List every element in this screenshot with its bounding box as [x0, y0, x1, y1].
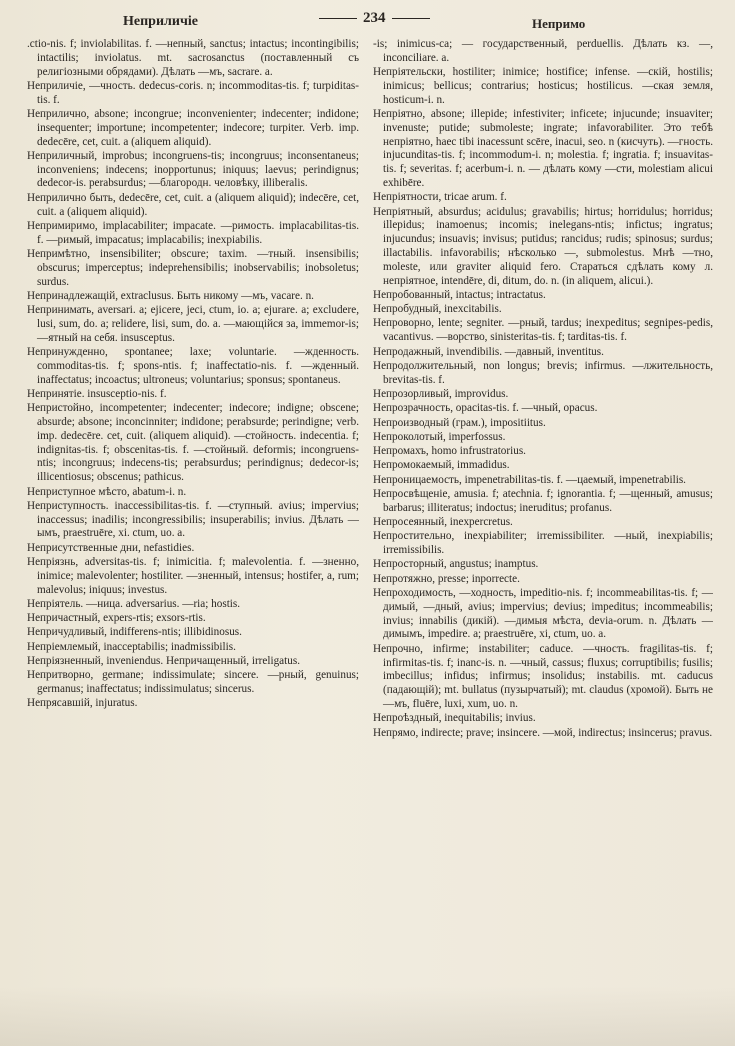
dictionary-entry: Непріятности, tricae arum. f. — [373, 191, 507, 204]
dictionary-entry: Неприсутственные дни, nefastidies. — [27, 541, 195, 554]
dictionary-entry: Непріятно, absone; illepide; infestiviter; inficete; injucunde; insuaviter; invenuste; putide; submoleste; ingrate; infavorabiliter. Это тебѣ непріятно, haec tibi inacessunt scēre, inacui, seo. n (кисчуть). —гность. injucunditas-tis. f; incommodum-i. n; molestia. f; ingratia. f; insuavitas-tis. f; severitas. f; acerbum-i. n. — дѣлать кому —сти, molestiam alicui exhibēre. — [373, 107, 713, 189]
dictionary-entry: Неприступность. inaccessibilitas-tis. f. —ступный. avius; impervius; inaccessus; inadilis; incongressibilis; insuperabilis; invius. Дѣлать —ымъ, praestruēre, xi. ctum, uo. a. — [27, 499, 359, 540]
dictionary-entry: Неприличіе, —чность. dedecus-coris. n; incommoditas-tis. f; turpiditas-tis. f. — [27, 79, 359, 106]
dictionary-entry: Непроколотый, imperfossus. — [373, 430, 506, 443]
dictionary-entry: Непрозорливый, improvidus. — [373, 387, 509, 400]
dictionary-entry: Непросеянный, inexpercretus. — [373, 516, 513, 529]
dictionary-entry: Непріязненный, inveniendus. Непричащенный, irreligatus. — [27, 655, 300, 668]
dictionary-entry: Непритворно, germane; indissimulate; sincere. —рный, genuinus; germanus; inaffectatus; indissimulatus; sincerus. — [27, 669, 359, 696]
dictionary-entry: Непричастный, expers-rtis; exsors-rtis. — [27, 612, 206, 625]
dictionary-entry: Непріятель. —ница. adversarius. —ria; hostis. — [27, 597, 241, 610]
dictionary-entry: Непроницаемость, impenetrabilitas-tis. f. —цаемый, impenetrabilis. — [373, 473, 686, 486]
dictionary-entry: Непроѣздный, inequitabilis; invius. — [373, 712, 536, 725]
left-column — [27, 38, 359, 1038]
dictionary-entry: Непринимать, aversari. a; ejicere, jeci, ctum, io. a; ejurare. a; excludere, lusi, sum, do. a; relidere, lisi, sum, do. a. —мающійся за, immemor-is; —ятный на себя. insusceptus. — [27, 304, 359, 344]
dictionary-entry: Непрясавшій, injuratus. — [27, 697, 138, 710]
dictionary-entry: Неприлично быть, dedecēre, cet, cuit. a (aliquem aliquid); indecēre, cet, cuit. a (aliquem aliquid). — [27, 191, 359, 218]
dictionary-entry: Непричудливый, indifferens-ntis; illibidinosus. — [27, 626, 242, 639]
dictionary-entry: Непріязнь, adversitas-tis. f; inimicitia. f; malevolentia. f. —зненно, inimice; malevolenter; hostiliter. —зненный, intensus; hostifer, a, rum; malevolus; iniquus; investus. — [27, 555, 359, 596]
dictionary-entry: Непробованный, intactus; intractatus. — [373, 288, 546, 301]
dictionary-entry: Непроизводный (грам.), impositiitus. — [373, 416, 546, 429]
dictionary-entry: Непристойно, incompetenter; indecenter; indecore; indigne; obscene; absurde; absone; inconcinniter; indidone; perabsurde; perindigne; verb. imp. dedecēre. cet, cuit. (aliquem aliquid). —стойность. indecentia. f; indignitas-tis. f; obscenitas-tis. f. —стойный. deformis; incongruens-ntis; incongruus; indecens-tis; perabsurdus; perindignus; dedecor-is; illicentiosus; obscenus; pathicus. — [27, 402, 359, 484]
header-right-word: Непримо — [532, 16, 586, 31]
dictionary-entry: .ctio-nis. f; inviolabilitas. f. —непный, sanctus; intactus; incontingibilis; intactilis; inviolatus. mt. sacrosanctus (поставленный съ религіозными обрядами). Дѣлать —мъ, sacrare. a. — [27, 38, 359, 78]
dictionary-entry: Неприличный, improbus; incongruens-tis; incongruus; inconsentaneus; inconveniens; indecens; inopportunus; iniquus; laevus; perindignus; dedecor-is. perabsurdus; —благородн. человѣку, illiberalis. — [27, 149, 359, 190]
dictionary-entry: Непроворно, lente; segniter. —рный, tardus; inexpeditus; segnipes-pedis, vacantivus. —ворство, sinisteritas-tis. f; tarditas-tis. f. — [373, 317, 713, 344]
dictionary-entry: Непротяжно, presse; inporrecte. — [373, 572, 520, 585]
dictionary-entry: Непріятный, absurdus; acidulus; gravabilis; hirtus; horridulus; horridus; illepidus; inamoenus; incomis; inelegans-ntis; infictus; ingratus; injucundus; insuavis; invisus; putidus; rancidus; rudis; spinosus; surdus; illactabilis. infavorabilis; нѣсколько —, submolestus. Мнѣ —тно, moleste, или graviter aliquid fero. Стараться сдѣлать кому л. непріятное, intendēre, di, ditum, do. n. (in aliquem, alicui.). — [373, 205, 713, 287]
dictionary-entry: Непріятельски, hostiliter; inimice; hostifice; infense. —скій, hostilis; inimicus; bellicus; contrarius; hosticus; hostilicus. —ская земля, hosticum-i. n. — [373, 66, 713, 106]
dictionary-entry: Непробудный, inexcitabilis. — [373, 303, 502, 316]
dictionary-entry: Непрямо, indirecte; prave; insincere. —мой, indirectus; insincerus; pravus. — [373, 726, 713, 739]
dictionary-entry: Непріемлемый, inacceptabilis; inadmissibilis. — [27, 640, 236, 653]
dictionary-entry: Непринужденно, spontanee; laxe; voluntarie. —жденность. commoditas-tis. f; spons-ntis. f; inaffectatio-nis. f. —жденный. inaffectatus; incoactus; ultroneus; voluntarius; sponsus; spontaneus. — [27, 346, 359, 386]
dictionary-entry: -is; inimicus-ca; — государственный, perduellis. Дѣлать кз. —, inconciliare. a. — [373, 38, 713, 64]
dictionary-entry: Непроходимость, —ходность, impeditio-nis. f; incommeabilitas-tis. f; —димый, —дный, avius; impervius; devius; impeditus; incommeabilis; invius; innabilis (дикій). —димыя мѣста, devia-orum. n. Дѣлать —димымъ, impedire. a; praestruēre, xi, ctum, uo. a. — [373, 587, 713, 641]
page-header — [0, 10, 735, 32]
page-number: 234 — [313, 10, 436, 27]
dictionary-entry: Непримѣтно, insensibiliter; obscure; taxim. —тный. insensibilis; obscurus; imperceptus; indeprehensibilis; inobservabilis; inobsoletus; surdus. — [27, 247, 359, 288]
dictionary-entry: Непромокаемый, immadidus. — [373, 459, 510, 472]
dictionary-entry: Непросвѣщеніе, amusia. f; atechnia. f; ignorantia. f; —щенный, amusus; barbarus; illiteratus; indoctus; ineruditus; profanus. — [373, 488, 713, 514]
dictionary-entry: Непринятіе. insusceptio-nis. f. — [27, 387, 167, 400]
dictionary-entry: Непрочно, infirme; instabiliter; caduce. —чность. fragilitas-tis. f; infirmitas-tis. f; inanc-is. n. —чный, cassus; fluxus; corruptibilis; fusilis; imbecillus; infidus; infirmus; insolidus; instabilis. mt. caducus (падающій); mt. bullatus (пузырчатый); mt. claudus (хромой). Быть не —мъ, fluēre, luxi, xum, uo. n. — [373, 642, 713, 710]
dictionary-entry: Непродолжительный, non longus; brevis; infirmus. —лжительность, brevitas-tis. f. — [373, 359, 713, 386]
dictionary-entry: Непродажный, invendibilis. —давный, inventitus. — [373, 345, 604, 358]
header-left-word: Неприличіе — [123, 14, 198, 29]
dictionary-entry: Непрозрачность, opacitas-tis. f. —чный, opacus. — [373, 402, 598, 415]
dictionary-entry: Непросторный, angustus; inamptus. — [373, 558, 539, 571]
right-column — [373, 38, 713, 1038]
dictionary-entry: Неприлично, absone; incongrue; inconvenienter; indecenter; indidone; insequenter; importune; incompetenter; indecore; turpiter. Verb. imp. dedecēre, cet, cuit. a (aliquem aliquid). — [27, 107, 359, 148]
dictionary-entry: Непростительно, inexpiabiliter; irremissibiliter. —ный, inexpiabilis; irremissibilis. — [373, 530, 713, 557]
dictionary-entry: Непромахъ, homo infrustratorius. — [373, 445, 526, 458]
dictionary-entry: Непринадлежащій, extraclusus. Быть никому —мъ, vacare. n. — [27, 289, 314, 302]
dictionary-entry: Непримиримо, implacabiliter; impacate. —римость. implacabilitas-tis. f. —римый, impacatus; implacabilis; inexpiabilis. — [27, 219, 359, 246]
dictionary-entry: Неприступное мѣсто, abatum-i. n. — [27, 485, 187, 498]
